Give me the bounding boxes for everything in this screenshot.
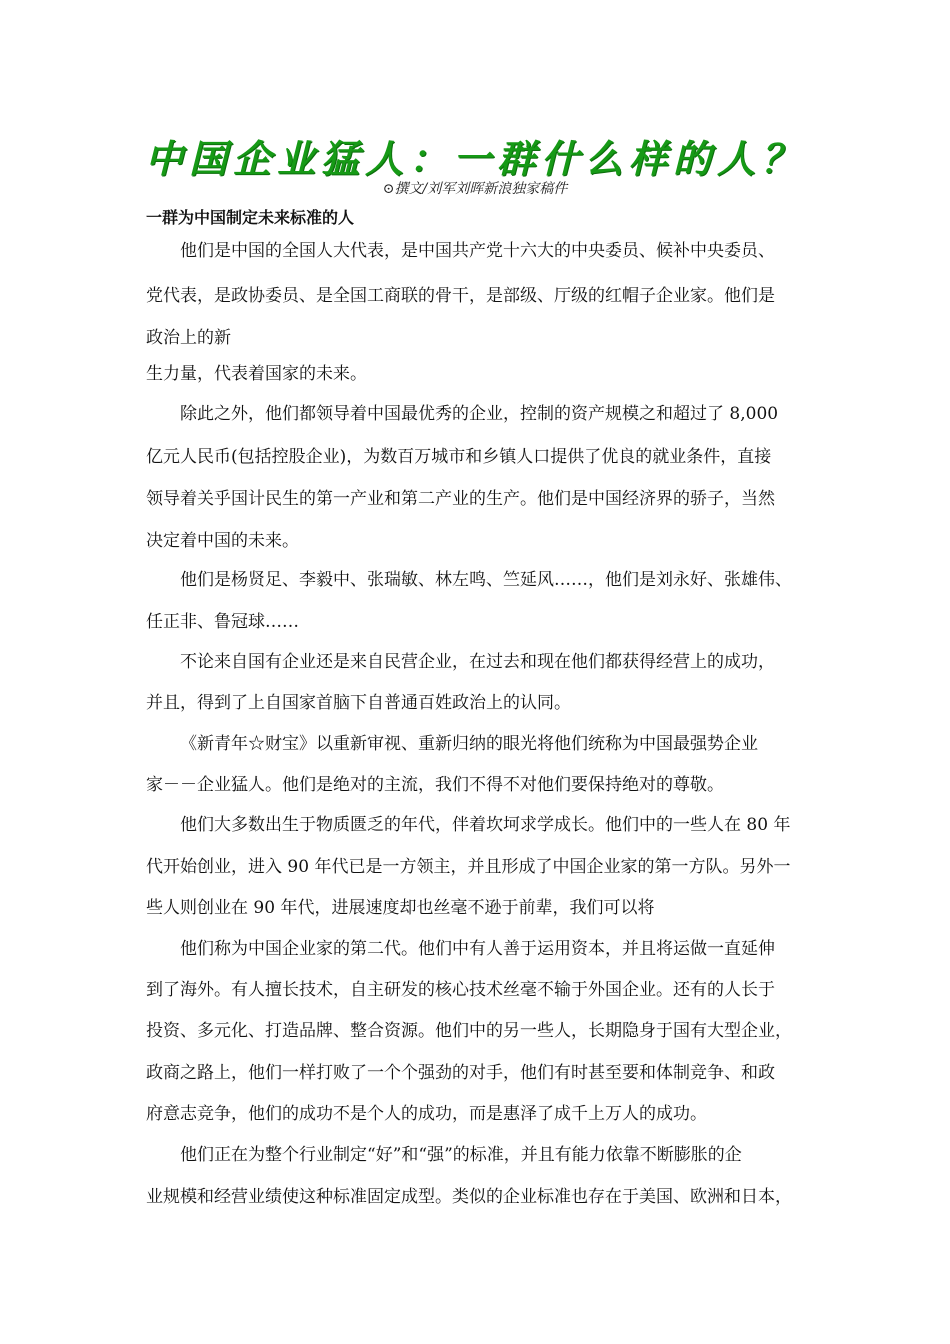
text-line: 亿元人民币(包括控股企业)，为数百万城市和乡镇人口提供了优良的就业条件，直接 <box>146 447 772 467</box>
text-line: 任正非、鲁冠球…… <box>146 612 299 632</box>
section-heading: 一群为中国制定未来标准的人 <box>146 208 355 227</box>
text-line: 政商之路上，他们一样打败了一个个强劲的对手，他们有时甚至要和体制竞争、和政 <box>146 1063 775 1083</box>
text-line: 政治上的新 <box>146 328 231 348</box>
byline: ⊙撰文/刘军刘晖新浪独家稿件 <box>382 181 568 197</box>
text-line: 投资、多元化、打造品牌、整合资源。他们中的另一些人，长期隐身于国有大型企业， <box>146 1021 792 1041</box>
text-line: 领导着关乎国计民生的第一产业和第二产业的生产。他们是中国经济界的骄子，当然 <box>146 489 775 509</box>
text-line: 家－－企业猛人。他们是绝对的主流，我们不得不对他们要保持绝对的尊敬。 <box>146 775 724 795</box>
text-line: 他们是中国的全国人大代表，是中国共产党十六大的中央委员、候补中央委员、 <box>180 241 775 261</box>
text-line: 到了海外。有人擅长技术，自主研发的核心技术丝毫不输于外国企业。还有的人长于 <box>146 980 775 1000</box>
text-line: 不论来自国有企业还是来自民营企业，在过去和现在他们都获得经营上的成功， <box>180 652 775 672</box>
page-title: 中国企业猛人：一群什么样的人？ <box>144 137 805 181</box>
text-line: 代开始创业，进入 90 年代已是一方领主，并且形成了中国企业家的第一方队。另外一 <box>146 857 791 877</box>
text-line: 业规模和经营业绩使这种标准固定成型。类似的企业标准也存在于美国、欧洲和日本， <box>146 1187 792 1207</box>
text-line: 除此之外，他们都领导着中国最优秀的企业，控制的资产规模之和超过了 8,000 <box>180 404 779 424</box>
text-line: 《新青年☆财宝》以重新审视、重新归纳的眼光将他们统称为中国最强势企业 <box>180 734 758 754</box>
text-line: 生力量，代表着国家的未来。 <box>146 364 367 384</box>
text-line: 并且，得到了上自国家首脑下自普通百姓政治上的认同。 <box>146 693 571 713</box>
text-line: 他们正在为整个行业制定“好”和“强”的标准，并且有能力依靠不断膨胀的企 <box>180 1145 742 1165</box>
text-line: 他们是杨贤足、李毅中、张瑞敏、林左鸣、竺延风……，他们是刘永好、张雄伟、 <box>180 570 792 590</box>
text-line: 他们大多数出生于物质匮乏的年代，伴着坎坷求学成长。他们中的一些人在 80 年 <box>180 815 791 835</box>
text-line: 党代表，是政协委员、是全国工商联的骨干，是部级、厅级的红帽子企业家。他们是 <box>146 286 775 306</box>
text-line: 府意志竞争，他们的成功不是个人的成功，而是惠泽了成千上万人的成功。 <box>146 1104 707 1124</box>
text-line: 他们称为中国企业家的第二代。他们中有人善于运用资本，并且将运做一直延伸 <box>180 939 775 959</box>
text-line: 决定着中国的未来。 <box>146 531 299 551</box>
text-line: 些人则创业在 90 年代，进展速度却也丝毫不逊于前辈，我们可以将 <box>146 898 655 918</box>
